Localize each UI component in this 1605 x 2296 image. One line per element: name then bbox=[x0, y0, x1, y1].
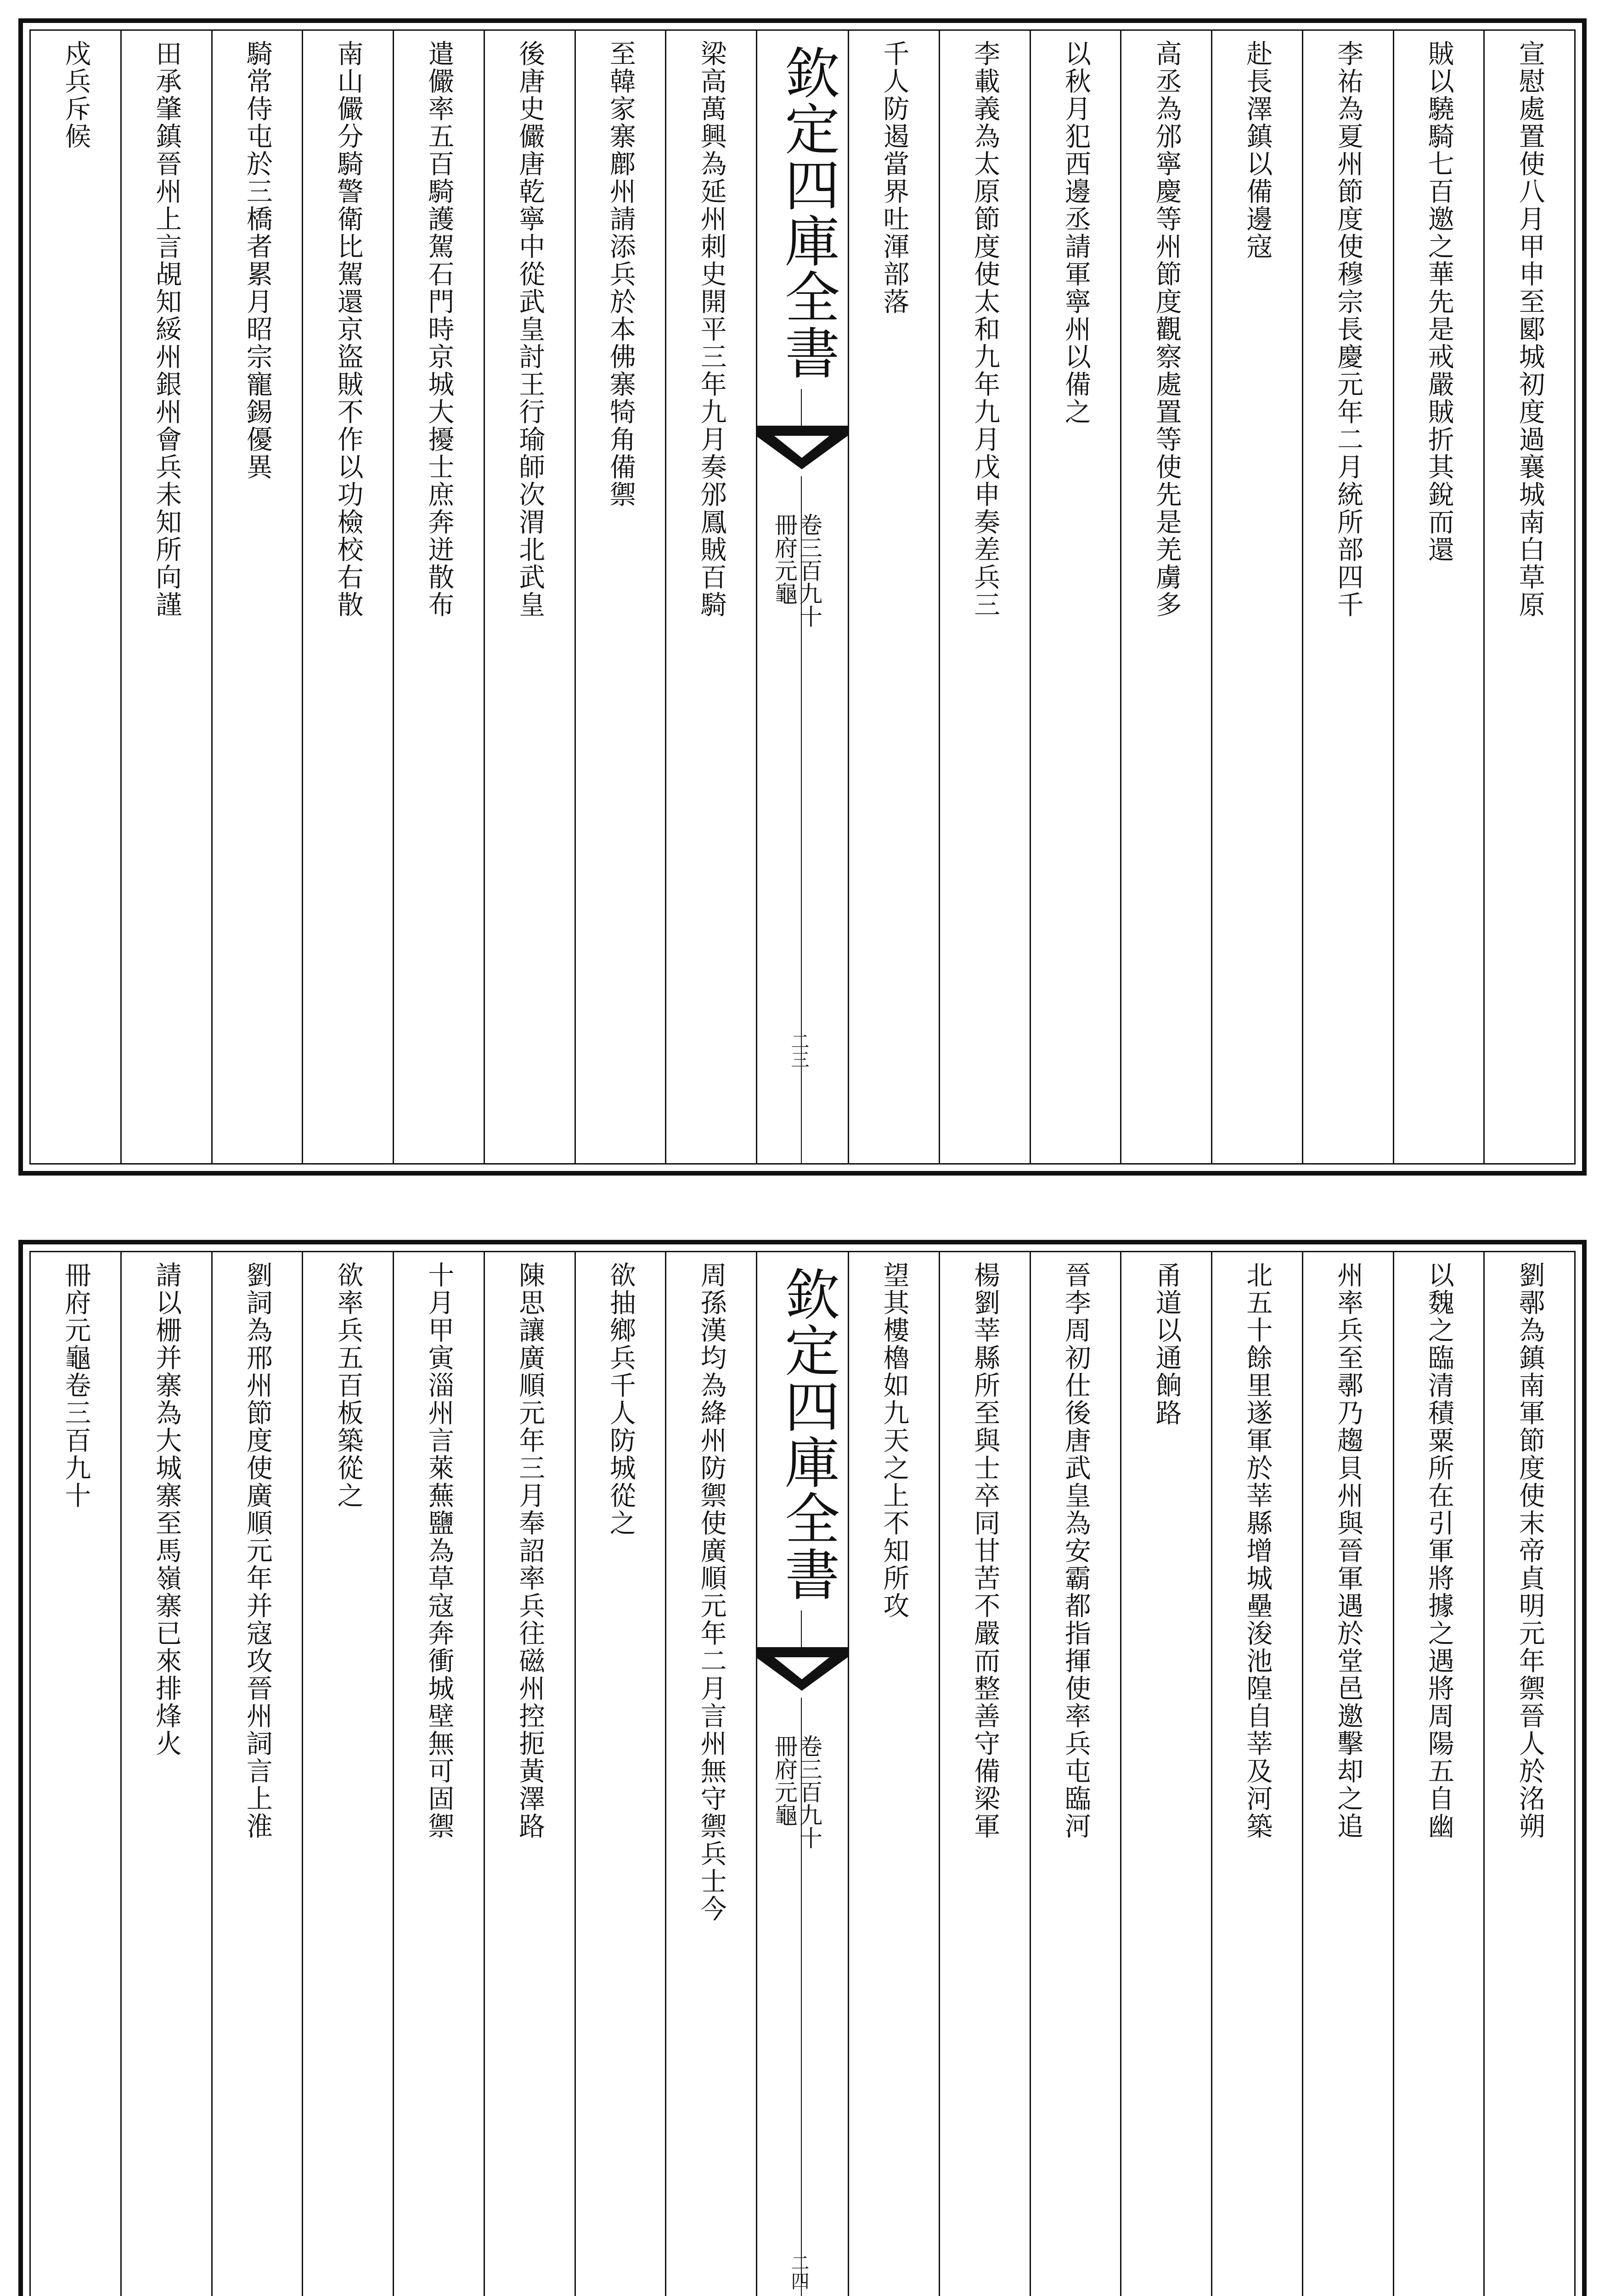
text-column: 騎常侍屯於三橋者累月昭宗寵錫優異 bbox=[211, 31, 302, 1163]
text-column: 甬道以通餉路 bbox=[1120, 1252, 1211, 2296]
text-column: 劉詞為邢州節度使廣順元年并寇攻晉州詞言上淮 bbox=[211, 1252, 302, 2296]
text-column: 李祐為夏州節度使穆宗長慶元年二月統所部四千 bbox=[1302, 31, 1393, 1163]
text-column: 以秋月犯西邊丞請軍寧州以備之 bbox=[1030, 31, 1121, 1163]
text-column: 梁高萬興為延州刺史開平三年九月奏邠鳳賊百騎 bbox=[665, 31, 756, 1163]
text-frame bbox=[29, 29, 1576, 1165]
text-column: 十月甲寅淄州言萊蕪鹽為草寇奔衝城壁無可固禦 bbox=[393, 1252, 484, 2296]
text-column: 賊以驍騎七百邀之華先是戒嚴賊折其銳而還 bbox=[1393, 31, 1484, 1163]
text-column: 欲率兵五百板築從之 bbox=[302, 1252, 393, 2296]
text-column: 請以栅并寨為大城寨至馬嶺寨已來排烽火 bbox=[120, 1252, 211, 2296]
text-column: 欲抽鄉兵千人防城從之 bbox=[574, 1252, 665, 2296]
juan-number: 卷三百九十 bbox=[796, 513, 822, 628]
text-column: 劉鄩為鎮南軍節度使末帝貞明元年禦晉人於洺朔 bbox=[1483, 1252, 1574, 2296]
text-column: 李載義為太原節度使太和九年九月戊申奏差兵三 bbox=[939, 31, 1030, 1163]
text-column: 周孫漢均為絳州防禦使廣順元年二月言州無守禦兵士今 bbox=[665, 1252, 756, 2296]
text-column: 戍兵斥候 bbox=[60, 40, 91, 150]
text-column: 以魏之臨清積粟所在引軍將據之遇將周陽五自幽 bbox=[1393, 1252, 1484, 2296]
text-column: 州率兵至鄩乃趨貝州與晉軍遇於堂邑邀擊却之追 bbox=[1302, 1252, 1393, 2296]
text-column: 陳思讓廣順元年三月奉詔率兵往磁州控扼黃澤路 bbox=[484, 1252, 574, 2296]
text-column: 北五十餘里遂軍於莘縣增城壘浚池隍自莘及河築 bbox=[1211, 1252, 1302, 2296]
text-column: 遣儼率五百騎護駕石門時京城大擾士庶奔迸散布 bbox=[393, 31, 484, 1163]
text-column: 後唐史儼唐乾寧中從武皇討王行瑜師次渭北武皇 bbox=[484, 31, 574, 1163]
ku-title: 欽定四庫全書 bbox=[776, 45, 839, 381]
ku-title: 欽定四庫全書 bbox=[776, 1266, 839, 1602]
text-column: 赴長澤鎮以備邊寇 bbox=[1211, 31, 1302, 1163]
juan-number: 卷三百九十 bbox=[796, 1734, 822, 1849]
fishtail-ornament bbox=[756, 426, 848, 476]
juan-label: 冊府元龜 bbox=[771, 1734, 798, 1826]
juan-label: 冊府元龜 bbox=[771, 513, 798, 605]
page-top bbox=[18, 18, 1587, 1176]
text-column: 望其樓櫓如九天之上不知所攻 bbox=[848, 1252, 939, 2296]
text-column: 高丞為邠寧慶等州節度觀察處置等使先是羌虜多 bbox=[1120, 31, 1211, 1163]
text-column: 南山儼分騎警衛比駕還京盜賊不作以功檢校右散 bbox=[302, 31, 393, 1163]
fold-center bbox=[756, 1252, 848, 2296]
text-column: 晉李周初仕後唐武皇為安霸都指揮使率兵屯臨河 bbox=[1030, 1252, 1121, 2296]
page-number: 二四 bbox=[788, 2253, 809, 2290]
page-bottom bbox=[18, 1240, 1587, 2296]
text-column: 至韓家寨鄜州請添兵於本佛寨犄角備禦 bbox=[574, 31, 665, 1163]
fishtail-ornament bbox=[756, 1647, 848, 1698]
text-column: 宣慰處置使八月甲申至郾城初度過襄城南白草原 bbox=[1483, 31, 1574, 1163]
page-number: 二三 bbox=[788, 1032, 809, 1069]
fold-center bbox=[756, 31, 848, 1163]
text-column: 冊府元龜卷三百九十 bbox=[60, 1261, 91, 1509]
text-column: 千人防遏當界吐渾部落 bbox=[848, 31, 939, 1163]
text-column: 楊劉莘縣所至與士卒同甘苦不嚴而整善守備梁軍 bbox=[939, 1252, 1030, 2296]
text-column: 田承肇鎮晉州上言覘知綏州銀州會兵未知所向謹 bbox=[120, 31, 211, 1163]
text-frame bbox=[29, 1251, 1576, 2296]
